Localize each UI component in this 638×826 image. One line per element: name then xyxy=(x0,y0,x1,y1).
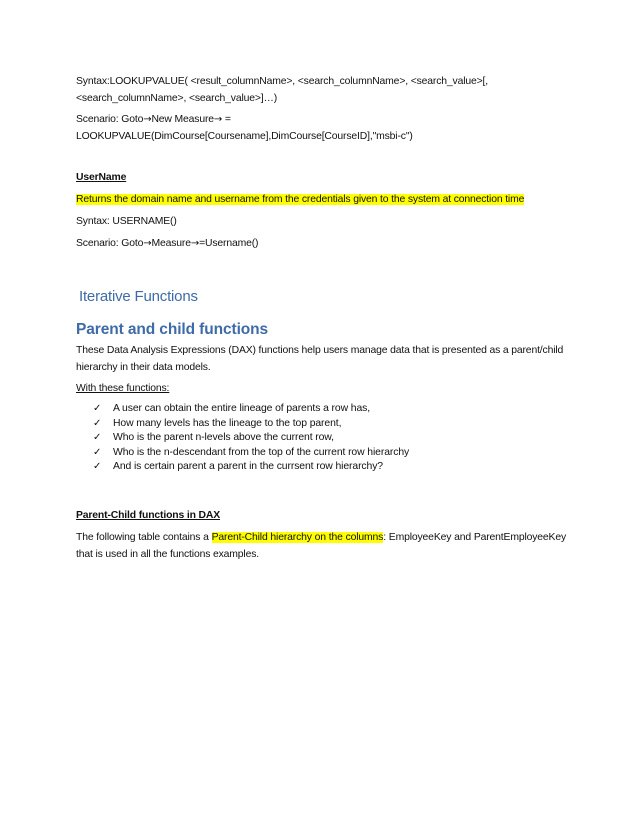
lookupvalue-syntax-line2: <search_columnName>, <search_value>]…) xyxy=(76,93,278,104)
list-item: ✓ Who is the n-descendant from the top of the current row hierarchy xyxy=(93,446,563,461)
arrow-icon: → xyxy=(190,238,200,249)
dax-heading: Parent-Child functions in DAX xyxy=(76,510,221,521)
dax-paragraph xyxy=(76,529,566,563)
username-heading: UserName xyxy=(76,172,127,183)
scenario-mid: Measure xyxy=(151,238,191,249)
arrow-icon: → xyxy=(143,238,152,249)
username-description xyxy=(76,191,566,208)
dax-highlight: Parent-Child hierarchy on the columns xyxy=(211,532,384,543)
dax-text-after: : EmployeeKey and ParentEmployeeKey that is used in all the functions examples. xyxy=(76,532,567,560)
username-scenario xyxy=(76,235,566,252)
list-item: ✓ And is certain parent a parent in the currsent row hierarchy? xyxy=(93,460,563,475)
scenario-formula: LOOKUPVALUE(DimCourse[Coursename],DimCourse[CourseID],"msbi-c") xyxy=(76,131,413,142)
check-icon: ✓ xyxy=(93,403,102,414)
scenario-suffix: = xyxy=(222,114,231,125)
parent-child-intro: These Data Analysis Expressions (DAX) functions help users manage data that is presented as a parent/child hierarchy in their data models. xyxy=(76,345,564,373)
scenario-prefix: Scenario: Goto xyxy=(76,114,144,125)
lookupvalue-scenario xyxy=(76,111,566,145)
check-icon: ✓ xyxy=(93,432,102,443)
arrow-icon: → xyxy=(143,114,152,125)
scenario-suffix: =Username() xyxy=(199,238,259,249)
username-syntax: Syntax: USERNAME() xyxy=(76,216,177,227)
list-item: ✓ How many levels has the lineage to the top parent, xyxy=(93,417,563,432)
lookupvalue-syntax xyxy=(76,73,566,107)
username-description-text: Returns the domain name and username from the credentials given to the system at connection time xyxy=(76,194,525,205)
check-icon: ✓ xyxy=(93,417,102,429)
lookupvalue-syntax-line1: Syntax:LOOKUPVALUE( <result_columnName>, <search_columnName>, <search_value>[, xyxy=(76,76,489,87)
arrow-icon: → xyxy=(213,114,223,125)
check-icon: ✓ xyxy=(93,461,102,472)
dax-text-before: The following table contains a xyxy=(76,532,212,543)
check-icon: ✓ xyxy=(93,446,102,458)
iterative-functions-heading: Iterative Functions xyxy=(79,288,198,305)
with-functions-label: With these functions: xyxy=(76,383,170,394)
list-item: ✓ Who is the parent n-levels above the current row, xyxy=(93,431,563,446)
scenario-mid: New Measure xyxy=(151,114,214,125)
functions-checklist xyxy=(93,402,563,475)
parent-child-heading: Parent and child functions xyxy=(76,321,269,338)
list-item: ✓ A user can obtain the entire lineage of parents a row has, xyxy=(93,402,563,417)
scenario-prefix: Scenario: Goto xyxy=(76,238,144,249)
